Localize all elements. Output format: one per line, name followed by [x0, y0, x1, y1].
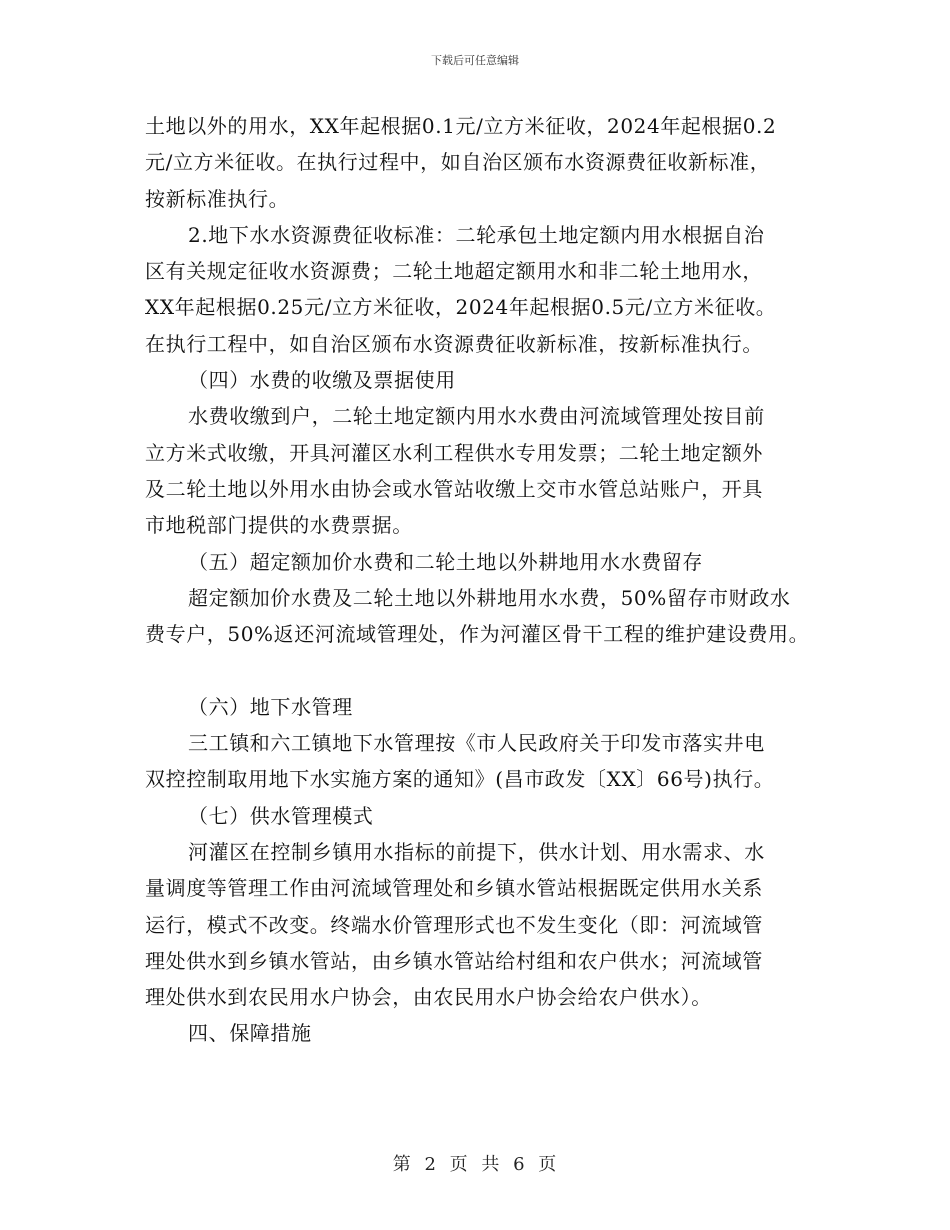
section-heading: （四）水费的收缴及票据使用: [188, 368, 456, 393]
paragraph-line: 土地以外的用水，XX年起根据0.1元/立方米征收，2024年起根据0.2: [145, 114, 777, 138]
section-heading: （五）超定额加价水费和二轮土地以外耕地用水水费留存: [188, 549, 703, 574]
paragraph-line: 2.地下水水资源费征收标准：二轮承包土地定额内用水根据自治: [188, 222, 765, 247]
total-page-count: 6: [513, 1154, 526, 1175]
paragraph-line: 量调度等管理工作由河流域管理处和乡镇水管站根据既定供用水关系: [145, 876, 763, 901]
paragraph-line: 理处供水到农民用水户协会，由农民用水户协会给农户供水）。: [145, 985, 712, 1010]
paragraph-line: 超定额加价水费及二轮土地以外耕地用水水费，50%留存市财政水: [188, 585, 791, 610]
document-body: [145, 108, 825, 1052]
page-header: 下载后可任意编辑: [431, 54, 519, 67]
paragraph-line: 立方米式收缴，开具河灌区水利工程供水专用发票；二轮土地定额外: [145, 440, 763, 465]
paragraph-line: 及二轮土地以外用水由协会或水管站收缴上交市水管总站账户，开具: [145, 476, 763, 501]
paragraph-line: 三工镇和六工镇地下水管理按《市人民政府关于印发市落实井电: [188, 731, 765, 756]
section-heading: （七）供水管理模式: [188, 803, 374, 828]
current-page-number: 2: [424, 1154, 437, 1175]
page-footer: [0, 1150, 950, 1176]
paragraph-line: 费专户，50%返还河流域管理处，作为河灌区骨干工程的维护建设费用。: [145, 622, 810, 647]
paragraph-line: 双控控制取用地下水实施方案的通知》(昌市政发〔XX〕66号)执行。: [145, 767, 775, 792]
footer-prefix: 第: [392, 1154, 412, 1175]
paragraph-line: XX年起根据0.25元/立方米征收，2024年起根据0.5元/立方米征收。: [145, 295, 777, 320]
paragraph-line: 理处供水到乡镇水管站，由乡镇水管站给村组和农户供水；河流域管: [145, 948, 763, 973]
footer-page-label: 页: [449, 1154, 469, 1175]
paragraph-line: 元/立方米征收。在执行过程中，如自治区颁布水资源费征收新标准，: [145, 150, 771, 175]
paragraph-line: 按新标准执行。: [145, 186, 290, 211]
blank-line: [145, 652, 825, 688]
footer-total-label: 共: [481, 1154, 501, 1175]
paragraph-line: 市地税部门提供的水费票据。: [145, 513, 413, 538]
paragraph-line: 水费收缴到户，二轮土地定额内用水水费由河流域管理处按目前: [188, 404, 765, 429]
paragraph-line: 运行，模式不改变。终端水价管理形式也不发生变化（即：河流域管: [145, 912, 763, 937]
paragraph-line: 河灌区在控制乡镇用水指标的前提下，供水计划、用水需求、水: [188, 839, 765, 864]
paragraph-line: 在执行工程中，如自治区颁布水资源费征收新标准，按新标准执行。: [145, 331, 763, 356]
section-heading: （六）地下水管理: [188, 694, 353, 719]
section-heading: 四、保障措施: [188, 1021, 312, 1046]
footer-suffix: 页: [538, 1154, 558, 1175]
paragraph-line: 区有关规定征收水资源费；二轮土地超定额用水和非二轮土地用水，: [145, 259, 763, 284]
